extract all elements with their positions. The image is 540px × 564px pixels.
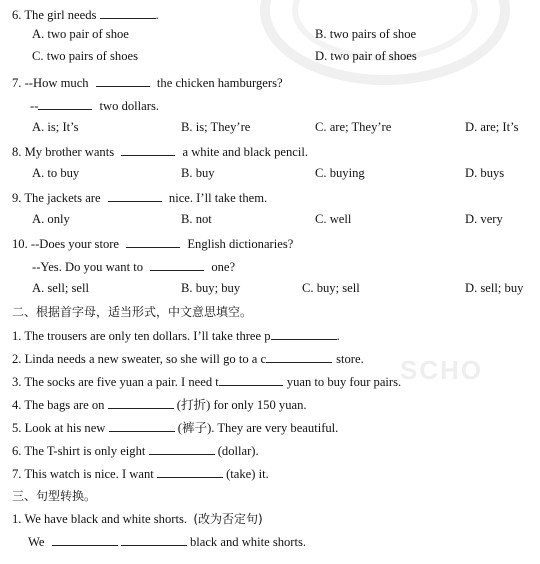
option-c[interactable]: C. two pairs of shoes: [32, 49, 138, 63]
question-7-stem: [12, 74, 283, 91]
option-d[interactable]: D. are; It’s: [465, 120, 519, 134]
question-text: .: [155, 8, 159, 22]
question-text: (take) it.: [226, 467, 269, 481]
question-text: We: [28, 535, 45, 549]
option-a[interactable]: A. to buy: [32, 166, 80, 180]
option-b[interactable]: B. buy: [181, 166, 215, 180]
option-d[interactable]: D. very: [465, 212, 503, 226]
option-c[interactable]: C. well: [315, 212, 352, 226]
question-text: 7. This watch is nice. I want: [12, 467, 154, 481]
fill-item-1: [12, 327, 340, 344]
question-text: 5. Look at his new: [12, 421, 106, 435]
fill-item-3: [12, 373, 401, 390]
watermark-text: SCHO: [400, 355, 484, 385]
section-2-heading: 二、根据首字母，适当形式，中文意思填空。: [12, 305, 253, 319]
fill-item-5: [12, 419, 338, 436]
question-text: black and white shorts.: [189, 535, 307, 549]
answer-blank[interactable]: [219, 373, 283, 386]
option-c[interactable]: C. buying: [315, 166, 365, 180]
question-text: 10. --Does your store: [12, 237, 120, 251]
fill-item-6: [12, 442, 259, 459]
option-d[interactable]: D. buys: [465, 166, 505, 180]
answer-blank[interactable]: [108, 189, 162, 202]
question-10-stem: [12, 235, 293, 252]
question-text: 9. The jackets are: [12, 191, 101, 205]
instruction-note: (改为否定句): [193, 512, 263, 526]
option-b[interactable]: B. is; They’re: [181, 120, 251, 134]
answer-blank[interactable]: [271, 327, 337, 340]
transform-item-1-answer: [28, 533, 306, 550]
question-text: yuan to buy four pairs.: [286, 375, 402, 389]
answer-blank[interactable]: [121, 143, 175, 156]
answer-blank[interactable]: [38, 97, 92, 110]
option-a[interactable]: A. two pair of shoe: [32, 27, 129, 41]
answer-blank[interactable]: [121, 533, 187, 546]
fill-item-7: [12, 465, 269, 482]
option-a[interactable]: A. sell; sell: [32, 281, 90, 295]
answer-blank[interactable]: [126, 235, 180, 248]
question-9-stem: [12, 189, 267, 206]
question-text: 2. Linda needs a new sweater, so she will go to a c: [12, 352, 267, 366]
answer-blank[interactable]: [266, 350, 332, 363]
question-text: 1. The trousers are only ten dollars. I’ll take three p: [12, 329, 271, 343]
question-text: the chicken hamburgers?: [156, 76, 283, 90]
option-c[interactable]: C. buy; sell: [302, 281, 360, 295]
answer-blank[interactable]: [150, 258, 204, 271]
question-text: one?: [211, 260, 236, 274]
question-text: store.: [336, 352, 364, 366]
question-text: a white and black pencil.: [182, 145, 308, 159]
question-text: (裤子). They are very beautiful.: [177, 421, 339, 435]
question-text: --: [30, 99, 39, 113]
question-text: 6. The T-shirt is only eight: [12, 444, 146, 458]
question-text: English dictionaries?: [187, 237, 294, 251]
question-text: 8. My brother wants: [12, 145, 115, 159]
answer-blank[interactable]: [100, 6, 156, 19]
question-text: 6. The girl needs: [12, 8, 97, 22]
answer-blank[interactable]: [52, 533, 118, 546]
transform-item-1: [12, 511, 263, 527]
question-text: (dollar).: [217, 444, 259, 458]
option-b[interactable]: B. buy; buy: [181, 281, 241, 295]
question-7-reply: [30, 97, 159, 114]
question-text: (打折) for only 150 yuan.: [176, 398, 307, 412]
question-text: 7. --How much: [12, 76, 89, 90]
question-10-reply: [32, 258, 235, 275]
answer-blank[interactable]: [109, 419, 175, 432]
answer-blank[interactable]: [149, 442, 215, 455]
section-3-heading: 三、句型转换。: [12, 489, 97, 503]
question-8-stem: [12, 143, 308, 160]
answer-blank[interactable]: [108, 396, 174, 409]
question-text: 4. The bags are on: [12, 398, 105, 412]
option-a[interactable]: A. only: [32, 212, 70, 226]
option-d[interactable]: D. sell; buy: [465, 281, 524, 295]
fill-item-2: [12, 350, 364, 367]
question-text: .: [336, 329, 340, 343]
question-text: 1. We have black and white shorts.: [12, 512, 188, 526]
option-a[interactable]: A. is; It’s: [32, 120, 79, 134]
option-b[interactable]: B. not: [181, 212, 212, 226]
option-c[interactable]: C. are; They’re: [315, 120, 392, 134]
answer-blank[interactable]: [96, 74, 150, 87]
question-text: two dollars.: [99, 99, 160, 113]
question-text: nice. I’ll take them.: [168, 191, 268, 205]
question-text: 3. The socks are five yuan a pair. I need t: [12, 375, 219, 389]
question-text: --Yes. Do you want to: [32, 260, 144, 274]
option-b[interactable]: B. two pairs of shoe: [315, 27, 417, 41]
fill-item-4: [12, 396, 307, 413]
answer-blank[interactable]: [157, 465, 223, 478]
option-d[interactable]: D. two pair of shoes: [315, 49, 417, 63]
question-6-stem: [12, 6, 159, 23]
